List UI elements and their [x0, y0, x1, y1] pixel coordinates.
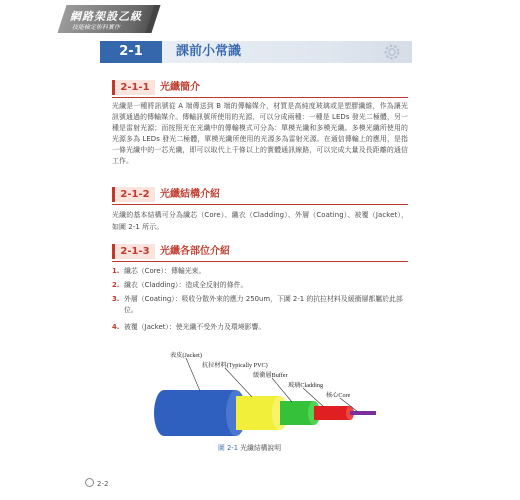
paragraph-text: 光纖的基本結構可分為纖芯（Core）、纖衣（Cladding）、外層（Coating）、被覆（Jacket），如圖 2-1 所示。 — [112, 211, 408, 231]
book-title: 網路架設乙級 — [70, 10, 142, 23]
figure-caption-text: 光纖結構說明 — [240, 444, 282, 452]
list-number: 4. — [112, 323, 120, 331]
list-number: 1. — [112, 267, 120, 275]
fiber-structure-diagram — [140, 345, 380, 440]
list-text: 纖芯（Core）：傳輸光束。 — [124, 267, 206, 275]
figure-number: 圖 2-1 — [218, 444, 239, 452]
page-number-text: 2-2 — [97, 480, 109, 488]
list-number: 2. — [112, 281, 120, 289]
chapter-number: 2-1 — [100, 41, 162, 63]
cladding-layer — [314, 406, 354, 420]
section-number: 2-1-1 — [112, 80, 155, 95]
list-text: 外層（Coating）：吸收分散外來的應力 250um，下圖 2-1 的抗拉材料及緩衝層都屬於此部位。 — [124, 295, 403, 314]
section-divider — [112, 97, 408, 98]
page-marker-icon — [85, 478, 94, 487]
section-paragraph — [112, 209, 408, 233]
core-label: 核心Core — [326, 392, 351, 399]
section-number: 2-1-3 — [112, 244, 155, 259]
jacket-layer — [154, 390, 246, 436]
section-divider — [112, 204, 408, 205]
book-subtitle: 技能檢定術科實作 — [72, 24, 121, 31]
part-list — [112, 266, 408, 346]
chapter-title-bar — [162, 41, 412, 63]
section-title: 光纖簡介 — [160, 82, 200, 93]
section-divider — [112, 261, 408, 262]
page-number — [85, 478, 108, 488]
gear-icon — [383, 43, 401, 61]
figure-caption — [218, 442, 281, 452]
strength-member-label: 抗拉材料(Typically PVC) — [202, 362, 268, 369]
list-number: 3. — [112, 295, 120, 303]
list-text: 被覆（Jacket）：使光纖不受外力及環境影響。 — [124, 323, 266, 331]
jacket-label: 表皮(Jacket) — [170, 352, 202, 359]
buffer-label: 緩衝層Buffer — [253, 372, 288, 379]
section-number: 2-1-2 — [112, 187, 155, 202]
section-title: 光纖各部位介紹 — [160, 246, 230, 257]
paragraph-text: 光纖是一種將訊號從 A 端傳送到 B 端的傳輸媒介，材質是高純度玻璃或是塑膠纖維，作為讓光訊號通過的傳輸媒介。傳輸訊號所使用的光源，可以分成兩種：一種是 LEDs 發光二極體，另一種是雷射光源；而按照光在光纖中的傳輸模式可分為：單模光纖和多模光纖。多模光纖所使用的光源多為 LEDs 發光二極體，單模光纖所使用的光源多為雷射光源。在通信傳輸上的應用，是指一條光纖中的一芯光纖，即可以取代上千條以上的實體通訊線路，可以完成大量及長距離的通信工作。 — [112, 102, 408, 165]
list-text: 纖衣（Cladding）：造成全反射的條件。 — [124, 281, 248, 289]
chapter-title: 課前小常識 — [176, 44, 242, 59]
section-paragraph — [112, 101, 408, 167]
cladding-label: 玻璃Cladding — [288, 382, 324, 389]
section-title: 光纖結構介紹 — [160, 189, 220, 200]
core-layer — [350, 411, 376, 415]
